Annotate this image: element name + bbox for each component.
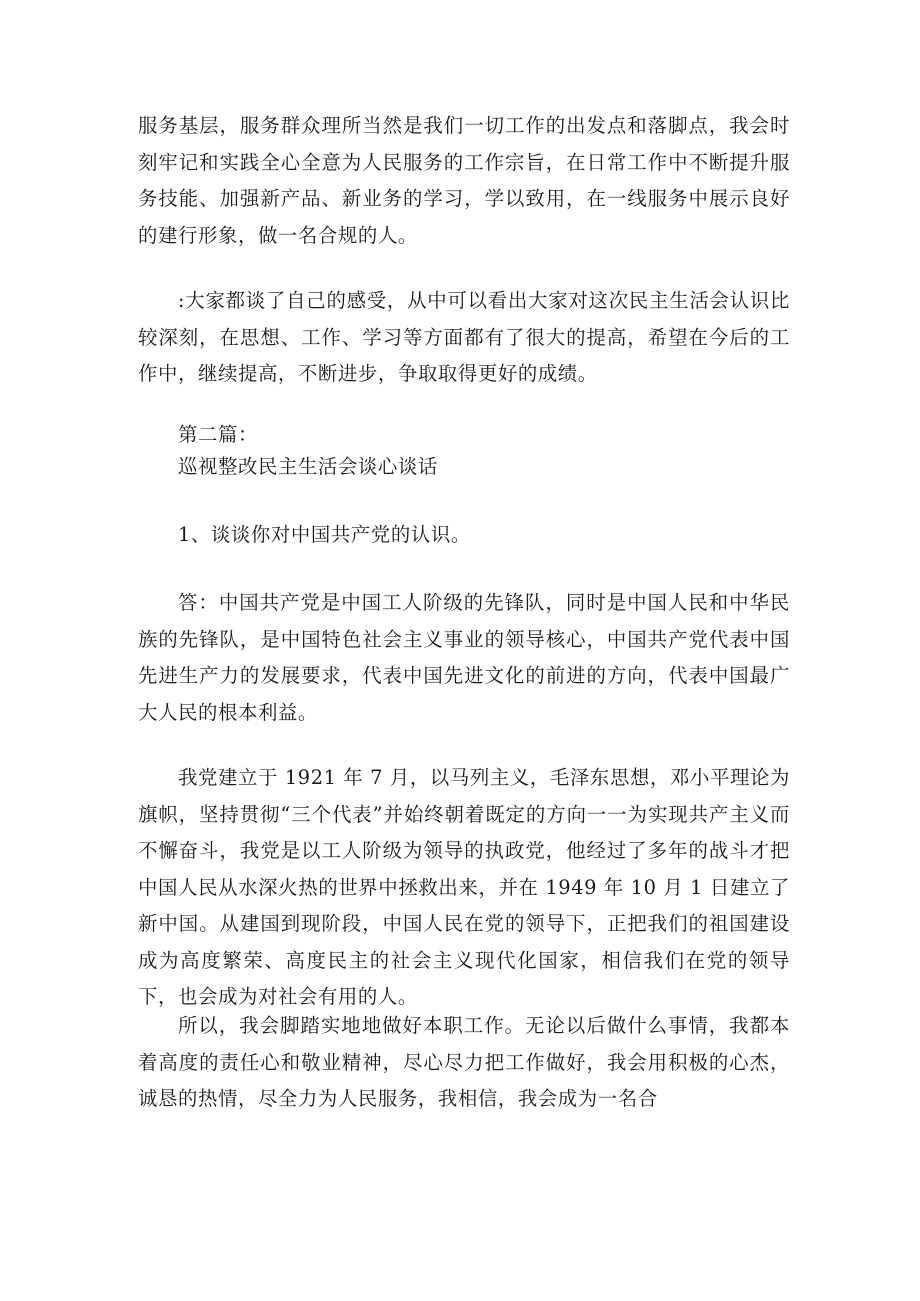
- question-heading: 1、谈谈你对中国共产党的认识。: [178, 523, 471, 546]
- paragraph-summary: :大家都谈了自己的感受，从中可以看出大家对这次民主生活会认识比较深刻，在思想、工作、学习等方面都有了很大的提高，希望在今后的工作中，继续提高，不断进步，争取取得更好的成绩。: [138, 289, 790, 385]
- paragraph-service: 服务基层，服务群众理所当然是我们一切工作的出发点和落脚点，我会时刻牢记和实践全心全意为人民服务的工作宗旨，在日常工作中不断提升服务技能、加强新产品、新业务的学习，学以致用，在一线服务中展示良好的建行形象，做一名合规的人。: [138, 114, 790, 247]
- paragraph-party-history: 我党建立于 1921 年 7 月，以马列主义，毛泽东思想，邓小平理论为旗帜，坚持贯彻“三个代表”并始终朝着既定的方向一一为实现共产主义而不懈奋斗，我党是以工人阶级为领导的执政党，他经过了多年的战斗才把中国人民从水深火热的世界中拯救出来，并在 1949 年 10 月 1 日建立了新中国。从建国到现阶段，中国人民在党的领导下，正把我们的祖国建设成为高度繁荣、高度民主的社会主义现代化国家，相信我们在党的领导下，也会成为对社会有用的人。: [138, 766, 790, 1008]
- section-label: 第二篇：: [178, 423, 258, 446]
- section-title: 巡视整改民主生活会谈心谈话: [178, 455, 438, 478]
- paragraph-commitment: 所以，我会脚踏实地地做好本职工作。无论以后做什么事情，我都本着高度的责任心和敬业精神，尽心尽力把工作做好，我会用积极的心杰，诚恳的热情，尽全力为人民服务，我相信，我会成为一名合: [138, 1014, 790, 1110]
- paragraph-answer: 答：中国共产党是中国工人阶级的先锋队，同时是中国人民和中华民族的先锋队，是中国特色社会主义事业的领导核心，中国共产党代表中国先进生产力的发展要求，代表中国先进文化的前进的方向，代表中国最广大人民的根本利益。: [138, 591, 790, 724]
